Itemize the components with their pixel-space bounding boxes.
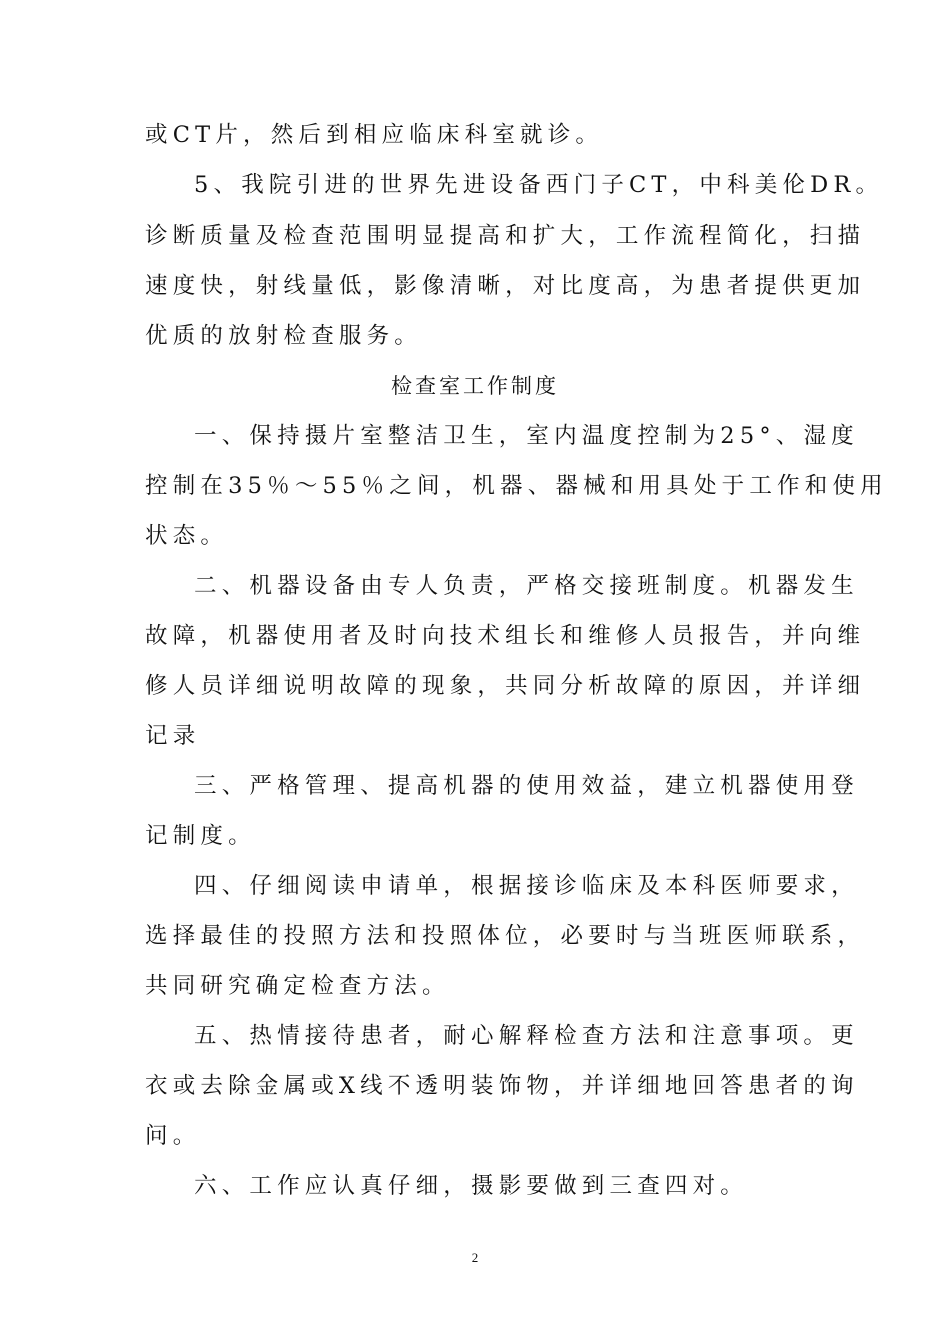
rule-line: 控制在35％～55％之间，机器、器械和用具处于工作和使用 (145, 473, 888, 499)
rule-line: 记录 (145, 723, 201, 749)
page-number: 2 (471, 1250, 479, 1265)
paragraph-line: 诊断质量及检查范围明显提高和扩大，工作流程简化，扫描 (145, 223, 866, 249)
rule-line: 四、仔细阅读申请单，根据接诊临床及本科医师要求， (194, 873, 859, 899)
rule-line: 状态。 (145, 523, 229, 549)
rule-line: 一、保持摄片室整洁卫生，室内温度控制为25°、湿度 (194, 423, 859, 449)
rule-line: 衣或去除金属或X线不透明装饰物，并详细地回答患者的询 (145, 1073, 859, 1099)
rule-line: 二、机器设备由专人负责，严格交接班制度。机器发生 (194, 573, 859, 599)
rule-line: 记制度。 (145, 823, 256, 849)
section-title: 检查室工作制度 (391, 374, 559, 398)
paragraph-line: 速度快，射线量低，影像清晰，对比度高，为患者提供更加 (145, 273, 866, 299)
rule-line: 故障，机器使用者及时向技术组长和维修人员报告，并向维 (145, 623, 866, 649)
paragraph-line: 或CT片，然后到相应临床科室就诊。 (145, 122, 604, 148)
paragraph-line: 5、我院引进的世界先进设备西门子CT，中科美伦DR。 (194, 172, 884, 198)
rule-line: 修人员详细说明故障的现象，共同分析故障的原因，并详细 (145, 673, 866, 699)
rule-line: 三、严格管理、提高机器的使用效益，建立机器使用登 (194, 773, 859, 799)
paragraph-line: 优质的放射检查服务。 (145, 323, 423, 349)
rule-line: 选择最佳的投照方法和投照体位，必要时与当班医师联系， (145, 923, 866, 949)
rule-line: 共同研究确定检查方法。 (145, 973, 450, 999)
rule-line: 问。 (145, 1123, 201, 1149)
rule-line: 六、工作应认真仔细，摄影要做到三查四对。 (194, 1173, 749, 1199)
rule-line: 五、热情接待患者，耐心解释检查方法和注意事项。更 (194, 1023, 859, 1049)
